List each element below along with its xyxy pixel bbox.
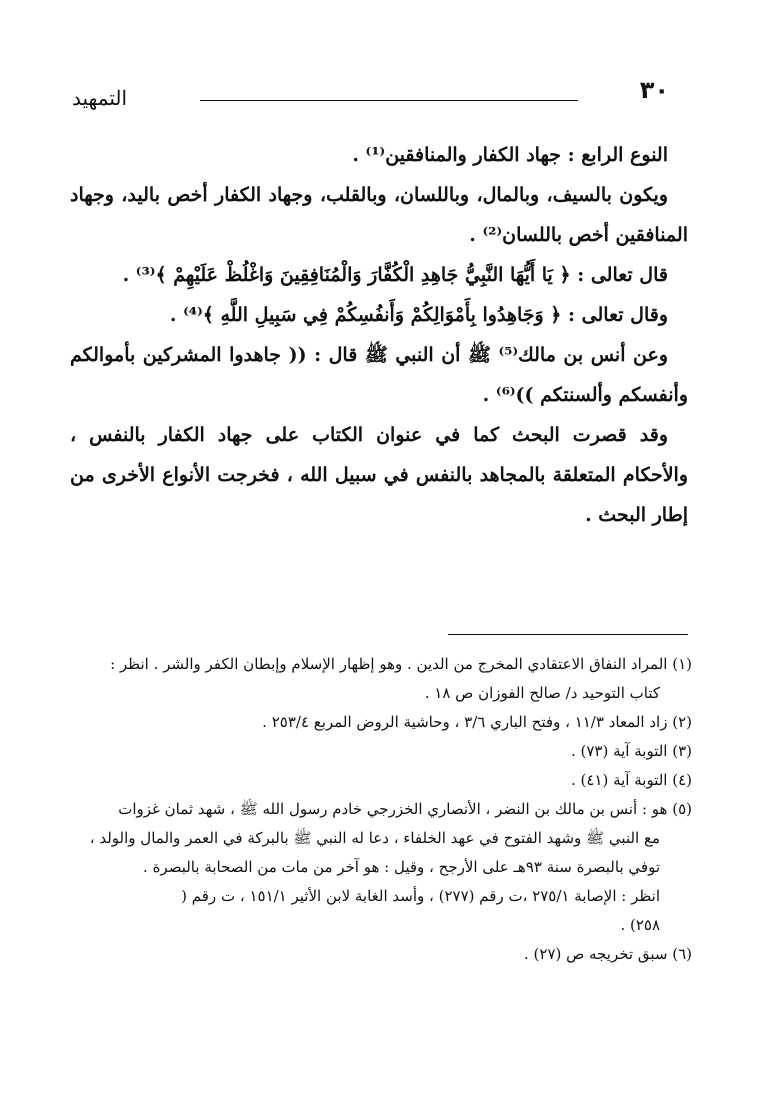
paragraph-means: ويكون بالسيف، وبالمال، وباللسان، وبالقلب، وجهاد الكفار أخص باليد، وجهاد المنافقين أخص باللسان⁽²⁾ .: [70, 184, 688, 246]
running-title: التمهيد: [72, 86, 127, 110]
footnote-2: (٢) زاد المعاد ١١/٣ ، وفتح الباري ٣/٦ ، وحاشية الروض المربع ٢٥٣/٤ .: [262, 713, 692, 731]
hadith-paragraph: وعن أنس بن مالك⁽⁵⁾ ﷺ أن النبي ﷺ قال : (( جاهدوا المشركين بأموالكم وأنفسكم وألسنتكم ))⁽⁶⁾ .: [70, 344, 688, 406]
footnote-6: (٦) سبق تخريجه ص (٢٧) .: [524, 945, 692, 963]
footnote-5-line-2: مع النبي ﷺ وشهد الفتوح في عهد الخلفاء ، دعا له النبي ﷺ بالبركة في العمر والمال والولد ،: [89, 829, 660, 847]
main-text: [70, 135, 688, 535]
footnote-3: (٣) التوبة آية (٧٣) .: [570, 742, 692, 760]
quran-verse-2: وقال تعالى : ﴿ وَجَاهِدُوا بِأَمْوَالِكُمْ وَأَنفُسِكُمْ فِي سَبِيلِ اللَّهِ ﴾⁽⁴⁾ .: [169, 304, 668, 326]
footnote-5: (٥) هو : أنس بن مالك بن النضر ، الأنصاري الخزرجي خادم رسول الله ﷺ ، شهد ثمان غزوات: [118, 800, 692, 818]
section-heading: النوع الرابع : جهاد الكفار والمنافقين⁽¹⁾ .: [352, 144, 668, 166]
footnotes: [74, 650, 692, 969]
footnote-4: (٤) التوبة آية (٤١) .: [570, 771, 692, 789]
quran-verse-1: قال تعالى : ﴿ يَا أَيُّهَا النَّبِيُّ جَاهِدِ الْكُفَّارَ وَالْمُنَافِقِينَ وَاغْلُظْ عَلَيْهِمْ ﴾⁽³⁾ .: [122, 264, 668, 286]
footnote-separator: [448, 634, 688, 635]
page-header: [0, 72, 757, 112]
footnote-5-line-3: توفي بالبصرة سنة ٩٣هـ على الأرجح ، وقيل : هو آخر من مات من الصحابة بالبصرة .: [143, 858, 660, 876]
page-number: ٣٠: [639, 76, 669, 104]
footnote-1-continuation: كتاب التوحيد د/ صالح الفوزان ص ١٨ .: [424, 684, 660, 702]
footnote-1: (١) المراد النفاق الاعتقادي المخرج من الدين . وهو إظهار الإسلام وإبطان الكفر والشر . انظر :: [110, 655, 692, 673]
footnote-5-line-4: انظر : الإصابة ٢٧٥/١ ،ت رقم (٢٧٧) ، وأسد الغابة لابن الأثير ١٥١/١ ، ت رقم (: [181, 887, 660, 905]
footnote-5-line-5: ٢٥٨) .: [620, 916, 660, 934]
conclusion-paragraph: وقد قصرت البحث كما في عنوان الكتاب على جهاد الكفار بالنفس ، والأحكام المتعلقة بالمجاهد بالنفس في سبيل الله ، فخرجت الأنواع الأخرى من إطار البحث .: [70, 424, 688, 526]
header-rule: [200, 100, 578, 101]
